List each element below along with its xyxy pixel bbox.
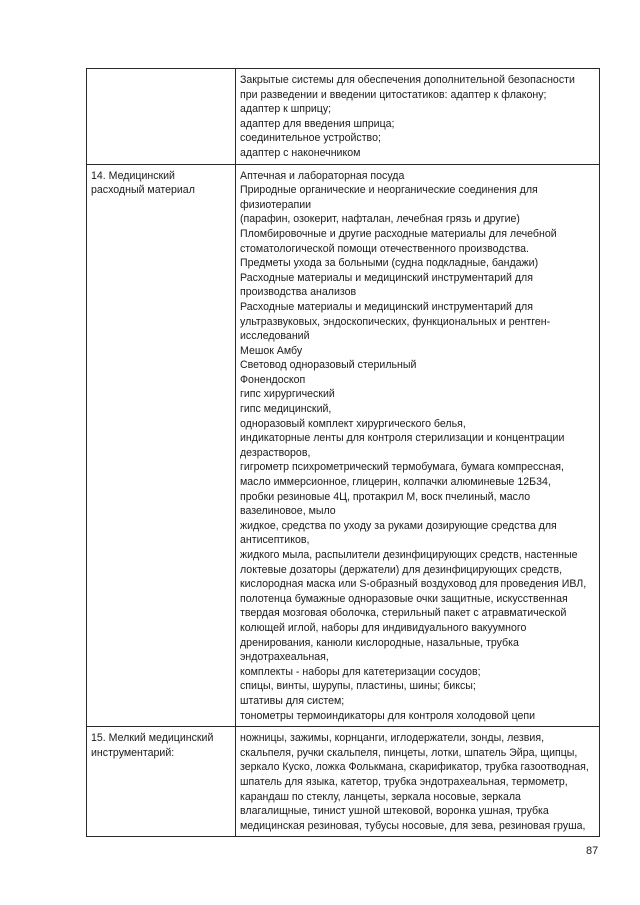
item-line: зеркало Куско, ложка Фолькмана, скарификатор, трубка газоотводная,	[240, 761, 589, 774]
items-cell	[236, 69, 600, 165]
item-line: антисептиков,	[240, 534, 310, 547]
item-line: одноразовый комплект хирургического белья,	[240, 417, 466, 430]
item-line: штативы для систем;	[240, 694, 345, 707]
item-line: дренирования, канюли кислородные, назальные, трубка	[240, 636, 519, 649]
item-line: комплекты - наборы для катетеризации сосудов;	[240, 665, 481, 678]
item-line: влагалищные, тинист ушной штековой, воронка ушная, трубка	[240, 805, 549, 818]
item-line: ультразвуковых, эндоскопических, функциональных и рентген-	[240, 315, 551, 328]
item-line: медицинская резиновая, тубусы носовые, для зева, резиновая груша,	[240, 819, 586, 832]
category-line: 14. Медицинский	[91, 169, 175, 182]
item-line: вазелиновое, мыло	[240, 505, 336, 518]
items-cell	[236, 727, 600, 837]
category-cell	[87, 727, 236, 837]
item-line: масло иммерсионное, глицерин, колпачки алюминевые 12Б34,	[240, 476, 551, 489]
category-cell	[87, 69, 236, 165]
item-line: при разведении и введении цитостатиков: адаптер к флакону;	[240, 88, 547, 101]
item-line: локтевые дозаторы (держатели) для дезинфицирующих средств,	[240, 563, 563, 576]
item-line: адаптер к шприцу;	[240, 103, 332, 116]
item-line: Фонендоскоп	[240, 373, 306, 386]
item-line: соединительное устройство;	[240, 132, 381, 145]
item-line: полотенца бумажные одноразовые очки защитные, искусственная	[240, 592, 568, 605]
category-line: расходный материал	[91, 184, 195, 197]
table-body	[87, 69, 600, 837]
item-line: адаптер для введения шприца;	[240, 117, 395, 130]
item-line: исследований	[240, 330, 310, 343]
category-line: инструментарий:	[91, 746, 175, 759]
item-line: тонометры термоиндикаторы для контроля холодовой цепи	[240, 709, 536, 722]
item-line: производства анализов	[240, 286, 357, 299]
item-line: стоматологической помощи отечественного производства.	[240, 242, 529, 255]
table-row	[87, 69, 600, 165]
table-row	[87, 164, 600, 727]
item-line: Закрытые системы для обеспечения дополнительной безопасности	[240, 74, 575, 86]
item-line: карандаш по стеклу, ланцеты, зеркала носовые, зеркала	[240, 790, 521, 803]
item-line: пробки резиновые 4Ц, протакрил М, воск пчелиный, масло	[240, 490, 531, 503]
item-line: колющей иглой, наборы для индивидуального вакуумного	[240, 621, 527, 634]
item-line: спицы, винты, шурупы, пластины, шины; биксы;	[240, 680, 476, 693]
item-line: Пломбировочные и другие расходные материалы для лечебной	[240, 227, 557, 240]
item-line: шпатель для языка, катетор, трубка эндотрахеальная, термометр,	[240, 775, 568, 788]
item-line: скальпеля, ручки скальпеля, пинцеты, лотки, шпатель Эйра, щипцы,	[240, 746, 578, 759]
item-line: кислородная маска или S-образный воздуховод для проведения ИВЛ,	[240, 578, 587, 591]
table-row	[87, 727, 600, 837]
item-line: ножницы, зажимы, корнцанги, иглодержатели, зонды, лезвия,	[240, 732, 545, 745]
item-line: гипс хирургический	[240, 388, 335, 401]
item-line: твердая мозговая оболочка, стерильный пакет с атравматической	[240, 607, 567, 620]
item-line: эндотрахеальная,	[240, 651, 329, 664]
item-line: жидкого мыла, распылители дезинфицирующих средств, настенные	[240, 549, 578, 561]
items-cell	[236, 164, 600, 727]
item-line: Мешок Амбу	[240, 344, 303, 357]
item-line: индикаторные ленты для контроля стерилизации и концентрации	[240, 432, 565, 445]
item-line: Предметы ухода за больными (судна подкладные, бандажи)	[240, 257, 539, 270]
goods-table	[86, 68, 600, 837]
category-cell	[87, 164, 236, 727]
item-line: адаптер с наконечником	[240, 146, 361, 159]
item-line: физиотерапии	[240, 198, 312, 211]
item-line: гигрометр психрометрический термобумага, бумага компрессная,	[240, 461, 564, 474]
item-line: Расходные материалы и медицинский инструментарий для	[240, 300, 533, 313]
item-line: гипс медицинский,	[240, 403, 332, 416]
item-line: Аптечная и лабораторная посуда	[240, 169, 405, 182]
item-line: дезрастворов,	[240, 446, 311, 459]
item-line: Световод одноразовый стерильный	[240, 359, 417, 372]
item-line: Расходные материалы и медицинский инструментарий для	[240, 271, 533, 284]
item-line: жидкое, средства по уходу за руками дозирующие средства для	[240, 519, 557, 532]
category-line: 15. Мелкий медицинский	[91, 732, 214, 745]
item-line: (парафин, озокерит, нафталан, лечебная грязь и другие)	[240, 213, 520, 226]
item-line: Природные органические и неорганические соединения для	[240, 184, 538, 197]
page-number: 87	[586, 845, 599, 857]
